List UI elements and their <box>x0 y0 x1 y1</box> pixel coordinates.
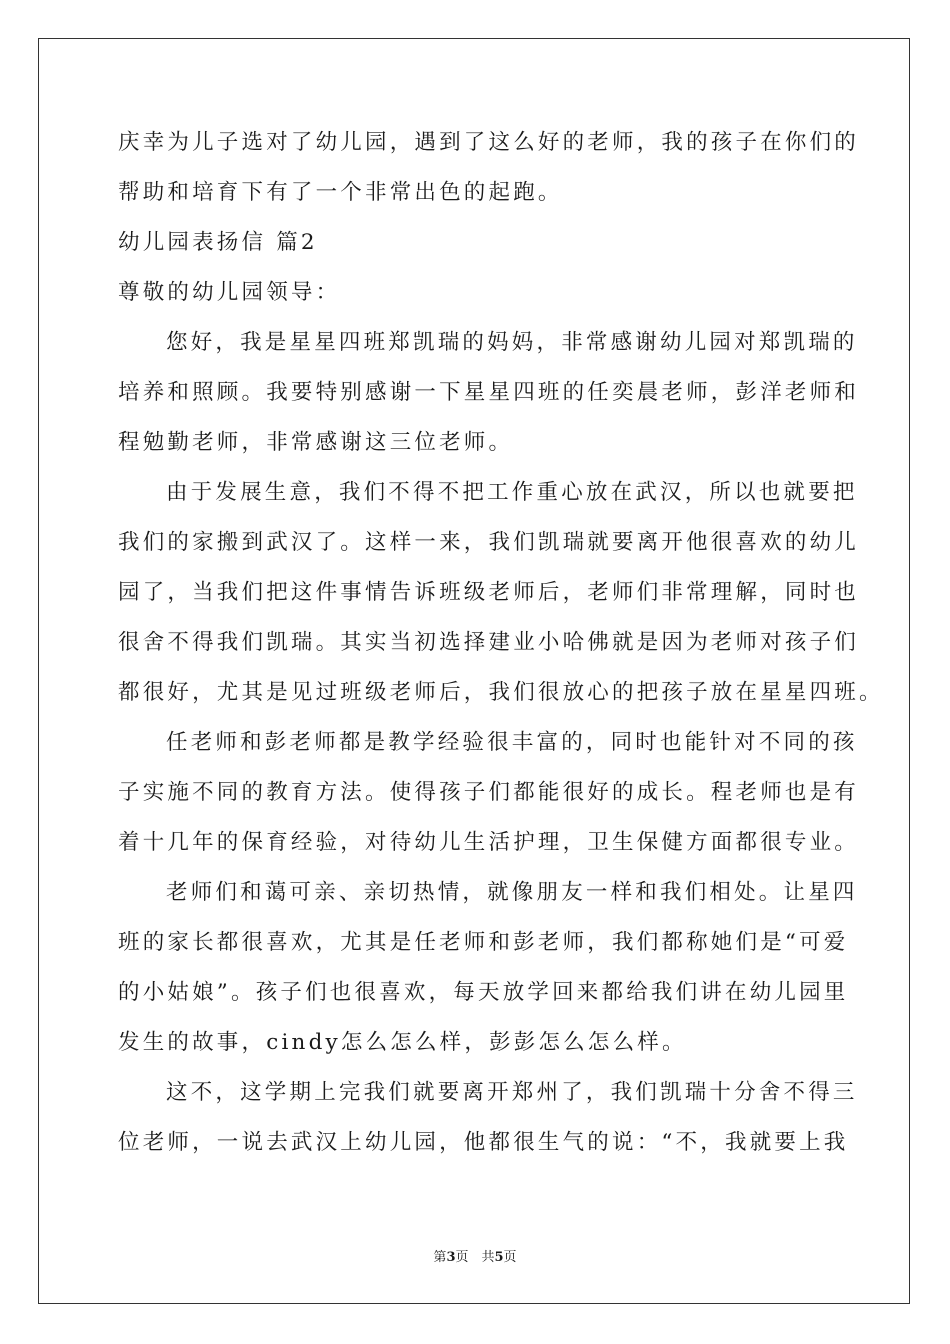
text-line: 的小姑娘”。孩子们也很喜欢，每天放学回来都给我们讲在幼儿园里 <box>118 980 849 1005</box>
footer-mid: 页 共 <box>455 1250 495 1265</box>
page-footer <box>0 1246 950 1265</box>
text-line: 这不，这学期上完我们就要离开郑州了，我们凯瑞十分舍不得三 <box>166 1080 858 1105</box>
text-line: 程勉勤老师，非常感谢这三位老师。 <box>118 430 514 455</box>
text-line: 庆幸为儿子选对了幼儿园，遇到了这么好的老师，我的孩子在你们的 <box>118 130 860 155</box>
text-line: 着十几年的保育经验，对待幼儿生活护理，卫生保健方面都很专业。 <box>118 830 860 855</box>
footer-suffix: 页 <box>503 1250 517 1265</box>
footer-prefix: 第 <box>433 1250 447 1265</box>
total-page-count: 5 <box>494 1250 504 1265</box>
text-line: 任老师和彭老师都是教学经验很丰富的，同时也能针对不同的孩 <box>166 730 858 755</box>
text-line: 由于发展生意，我们不得不把工作重心放在武汉，所以也就要把 <box>166 480 858 505</box>
text-line: 我们的家搬到武汉了。这样一来，我们凯瑞就要离开他很喜欢的幼儿 <box>118 530 860 555</box>
text-line: 班的家长都很喜欢，尤其是任老师和彭老师，我们都称她们是“可爱 <box>118 930 849 955</box>
text-line: 发生的故事，cindy怎么怎么样，彭彭怎么怎么样。 <box>118 1030 687 1055</box>
text-line: 老师们和蔼可亲、亲切热情，就像朋友一样和我们相处。让星四 <box>166 880 858 905</box>
current-page-number: 3 <box>446 1250 456 1265</box>
text-line: 您好，我是星星四班郑凯瑞的妈妈，非常感谢幼儿园对郑凯瑞的 <box>166 330 858 355</box>
text-line: 很舍不得我们凯瑞。其实当初选择建业小哈佛就是因为老师对孩子们 <box>118 630 860 655</box>
text-line: 都很好，尤其是见过班级老师后，我们很放心的把孩子放在星星四班。 <box>118 680 884 705</box>
text-line: 位老师，一说去武汉上幼儿园，他都很生气的说：“不，我就要上我 <box>118 1130 849 1155</box>
text-line: 幼儿园表扬信 篇2 <box>118 230 318 255</box>
text-line: 帮助和培育下有了一个非常出色的起跑。 <box>118 180 563 205</box>
text-line: 园了，当我们把这件事情告诉班级老师后，老师们非常理解，同时也 <box>118 580 860 605</box>
text-line: 培养和照顾。我要特别感谢一下星星四班的任奕晨老师，彭洋老师和 <box>118 380 860 405</box>
text-line: 尊敬的幼儿园领导： <box>118 280 341 305</box>
text-line: 子实施不同的教育方法。使得孩子们都能很好的成长。程老师也是有 <box>118 780 860 805</box>
